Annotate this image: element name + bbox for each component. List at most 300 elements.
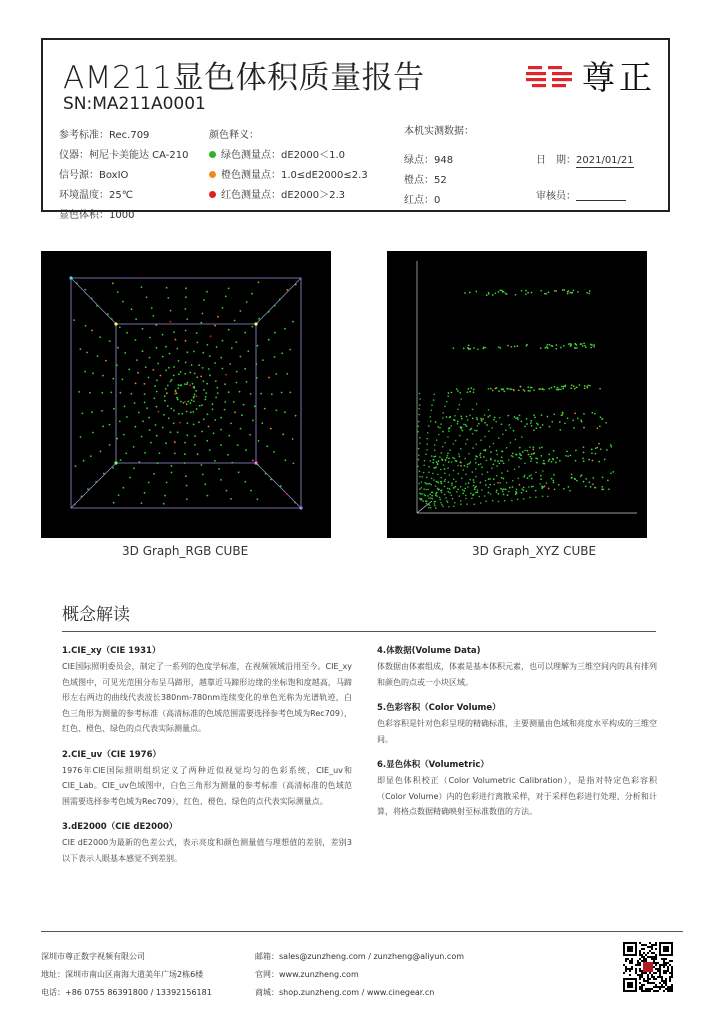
measurement-point [444,480,446,482]
measurement-point [167,297,169,299]
qr-module [651,948,653,950]
measurement-point [524,475,526,477]
measurement-point [122,379,124,381]
qr-module [643,944,645,946]
measurement-point [165,370,167,372]
measurement-point [294,502,296,504]
measurement-point [574,388,576,390]
measurement-point [102,375,104,377]
measurement-point [447,395,449,397]
measurement-point [281,392,283,394]
measurement-point [567,417,569,419]
measurement-point [184,401,186,403]
qr-module [637,962,639,964]
qr-module [659,972,661,974]
qr-module [669,964,671,966]
measurement-point [100,451,102,453]
measurement-point [292,321,294,323]
measurement-point [469,415,471,417]
measurement-point [476,430,478,432]
measurement-point [180,371,182,373]
measurement-point [206,440,208,442]
measurement-point [438,460,440,462]
qr-module [669,980,671,982]
measurement-point [429,504,431,506]
measurement-point [74,504,76,506]
measurement-point [468,345,470,347]
measurement-point [189,372,191,374]
footer-website[interactable]: 官网：www.zunzheng.com [255,970,359,979]
measurement-point [442,459,444,461]
qr-module [641,984,643,986]
measurement-point [174,453,176,455]
qr-module [659,988,661,990]
measurement-point [556,457,558,459]
measurement-point [588,459,590,461]
measurement-point [179,422,181,424]
measurement-point [535,472,537,474]
measurement-point [573,289,575,291]
measurement-point [492,390,494,392]
measurement-point [176,392,178,394]
measurement-point [442,431,444,433]
measurement-point [229,363,231,365]
measurement-point [210,335,212,337]
footer-address: 地址：深圳市南山区南海大道美年广场2栋6楼 [41,970,204,979]
qr-module [643,978,645,980]
measurement-point [457,465,459,467]
cube-vertex [299,506,302,509]
measurement-point [572,292,574,294]
qr-module [653,966,655,968]
measurement-point [447,488,449,490]
measurement-point [481,466,483,468]
measurement-point [257,498,259,500]
measurement-point [142,328,144,330]
measurement-point [467,466,469,468]
qr-module [661,964,663,966]
measurement-point [457,423,459,425]
measurement-point [527,386,529,388]
measurement-point [187,351,189,353]
qr-module [655,986,657,988]
measurement-point [595,453,597,455]
measurement-point [597,427,599,429]
measurement-point [493,443,495,445]
qr-module [631,958,633,960]
measurement-point [519,414,521,416]
measurement-point [483,456,485,458]
section-divider [62,631,656,632]
qr-module [647,946,649,948]
concepts-right-column [377,643,657,820]
measurement-point [432,492,434,494]
measurement-point [152,369,154,371]
measurement-point [138,412,140,414]
measurement-point [541,414,543,416]
measurement-point [503,488,505,490]
measurement-point [144,383,146,385]
measurement-point [475,492,477,494]
detail-signal-source: 信号源：BoxIO [59,170,129,181]
qr-module [639,954,641,956]
measurement-point [133,467,135,469]
measurement-point [520,386,522,388]
measurement-point [474,430,476,432]
measurement-point [552,345,554,347]
measurement-point [222,340,224,342]
measurement-point [435,485,437,487]
measurement-point [419,437,421,439]
qr-module [667,988,669,990]
measurement-point [473,389,475,391]
measurement-point [216,346,218,348]
measurement-point [212,408,214,410]
measurement-point [280,485,282,487]
measurement-point [194,373,196,375]
measurement-point [572,419,574,421]
qr-module [671,988,673,990]
measurement-point [462,489,464,491]
measurement-point [600,416,602,418]
measurement-point [557,389,559,391]
measurement-point [148,417,150,419]
footer-email[interactable]: 邮箱：sales@zunzheng.com / zunzheng@aliyun.com [255,952,465,961]
qr-module [653,962,655,964]
qr-module [651,988,653,990]
measurement-point [576,386,578,388]
measurement-point [442,412,444,414]
measurement-point [436,461,438,463]
measurement-point [193,401,195,403]
measurement-point [268,311,270,313]
measurement-point [275,373,277,375]
measurement-point [601,489,603,491]
measurement-point [496,454,498,456]
measurement-point [424,460,426,462]
measurement-point [462,493,464,495]
measurement-point [506,293,508,295]
footer-divider [41,931,683,932]
measurement-point [486,424,488,426]
qr-module [647,980,649,982]
measurement-point [186,403,188,405]
measurement-point [215,380,217,382]
measurement-point [559,429,561,431]
qr-module [651,956,653,958]
measurement-point [427,489,429,491]
measurement-point [554,386,556,388]
measurement-point [514,468,516,470]
measurement-point [501,423,503,425]
measurement-point [427,495,429,497]
measurement-point [178,360,180,362]
measurement-point [441,504,443,506]
measurement-point [166,482,168,484]
measurement-point [192,411,194,413]
measurement-point [233,401,235,403]
measurement-point [95,481,97,483]
measurement-point [585,478,587,480]
measurement-point [430,497,432,499]
qr-module [671,968,673,970]
measurement-point [460,428,462,430]
footer-shop[interactable]: 商城：shop.zunzheng.com / www.cinegear.cn [255,988,435,997]
qr-module [661,976,663,978]
measurement-point [270,479,272,481]
measurement-point [494,484,496,486]
measurement-point [429,493,431,495]
measurement-point [446,457,448,459]
measurement-point [570,387,572,389]
measurement-point [194,435,196,437]
qr-module [647,978,649,980]
measurement-point [557,387,559,389]
measurement-point [418,414,420,416]
measurement-point [479,454,481,456]
measurement-point [507,415,509,417]
measurement-point [448,428,450,430]
qr-module [629,968,631,970]
measurement-point [501,477,503,479]
measurement-point [467,391,469,393]
measurement-point [418,421,420,423]
qr-module [649,950,651,952]
measurement-point [226,490,228,492]
measurement-point [268,377,270,379]
test-details [59,126,188,226]
measurement-point [446,416,448,418]
measurement-point [576,480,578,482]
concept-body: 1976年CIE国际照明组织定义了两种近似视觉均匀的色彩系统，CIE_uv和CIE_Lab。CIE_uv色域图中，白色三角形为测量的参考标准（高清标准的色域范围需要选择参考色域为Rec709），红色、橙色、绿色的点代表实际测量点。 [62,765,352,806]
qr-module [649,990,651,992]
measurement-point [192,383,194,385]
detail-instrument: 仪器：柯尼卡美能达 CA-210 [59,150,189,161]
measurement-point [103,473,105,475]
measurement-point [446,401,448,403]
qr-module [653,978,655,980]
measurement-point [543,486,545,488]
measurement-point [191,364,193,366]
measurement-point [442,417,444,419]
measurement-point [520,458,522,460]
measurement-point [520,455,522,457]
measurement-point [447,491,449,493]
measurement-point [472,433,474,435]
measurement-point [592,483,594,485]
measurement-point [202,352,204,354]
measurement-point [214,460,216,462]
measurement-point [449,449,451,451]
measurement-point [230,498,232,500]
measurement-point [245,449,247,451]
qr-module [665,962,667,964]
measurement-point [598,461,600,463]
measurement-point [87,488,89,490]
measurement-point [448,506,450,508]
measurement-point [542,388,544,390]
qr-module [665,964,667,966]
measurement-point [185,362,187,364]
measurement-point [208,426,210,428]
measurement-point [501,290,503,292]
brand-stripe [532,84,546,87]
measurement-point [209,449,211,451]
measurement-point [148,377,150,379]
measurement-point [571,473,573,475]
measurement-point [435,467,437,469]
legend-green: 绿色测量点：dE2000＜1.0 [209,146,368,166]
measurement-point [234,320,236,322]
cube-vertex [69,276,72,279]
measurement-point [193,424,195,426]
qr-module [671,970,673,972]
measurement-point [496,489,498,491]
measurement-point [498,390,500,392]
measurement-point [516,454,518,456]
measurement-point [459,404,461,406]
measurement-point [173,374,175,376]
brand-stripe [552,78,572,81]
measurement-point [553,450,555,452]
measurement-point [214,362,216,364]
xyz-cube-plot [387,251,647,538]
measurement-point [464,292,466,294]
measurement-point [501,472,503,474]
measurement-point [184,308,186,310]
measurement-point [246,381,248,383]
measurement-point [185,475,187,477]
measurement-point [465,498,467,500]
measurement-point [455,486,457,488]
qr-module [665,958,667,960]
measurement-point [425,454,427,456]
measurement-point [279,299,281,301]
qr-module [663,958,665,960]
qr-module [665,970,667,972]
measurement-point [485,480,487,482]
report-header [41,38,670,221]
qr-module [643,952,645,954]
measurement-point [423,465,425,467]
measurement-point [467,347,469,349]
measurement-point [256,377,258,379]
qr-module [639,964,641,966]
measurement-point [426,449,428,451]
measurement-point [477,425,479,427]
measurement-point [548,460,550,462]
measurement-point [498,501,500,503]
measurement-point [241,414,243,416]
measurement-point [598,443,600,445]
cube-edge [256,463,301,508]
measurement-point [451,495,453,497]
qr-module [625,970,627,972]
qr-module [645,960,647,962]
measurement-point [213,432,215,434]
measurement-point [421,481,423,483]
qr-module [647,976,649,978]
qr-module [639,968,641,970]
measurement-point [438,482,440,484]
measurement-point [128,369,130,371]
measurement-point [113,502,115,504]
measurement-point [491,467,493,469]
measurement-point [447,436,449,438]
brand-stripe [528,66,542,69]
measurement-point [168,417,170,419]
measurement-point [206,383,208,385]
measurement-point [113,408,115,410]
measurement-point [522,451,524,453]
measurement-point [467,439,469,441]
measurement-point [153,398,155,400]
legend-red: 红色测量点：dE2000＞2.3 [209,186,368,206]
concept-body: CIE dE2000为最新的色差公式，表示亮度和颜色测量值与理想值的差别，差别3以下表示人眼基本感觉不到差别。 [62,838,352,863]
measurement-point [477,489,479,491]
measurement-point [540,478,542,480]
measurement-point [569,343,571,345]
measurement-point [465,474,467,476]
measurement-point [421,487,423,489]
qr-module [629,960,631,962]
brand-stripe [526,78,546,81]
measurement-point [453,479,455,481]
measurement-point [154,385,156,387]
measurement-point [574,478,576,480]
measurement-point [430,421,432,423]
measurement-point [203,418,205,420]
measurement-point [577,291,579,293]
measurement-point [157,462,159,464]
qr-module [639,988,641,990]
measurement-point [135,426,137,428]
measurement-point [96,305,98,307]
qr-module [637,960,639,962]
measurement-point [202,313,204,315]
measurement-point [468,482,470,484]
measurement-point [470,461,472,463]
measurement-point [535,427,537,429]
measurement-point [418,408,420,410]
measurement-point [587,384,589,386]
measurement-point [112,378,114,380]
measurement-point [444,494,446,496]
qr-module [643,960,645,962]
measurement-point [452,457,454,459]
measurement-point [84,371,86,373]
measurement-point [184,453,186,455]
qr-module [629,962,631,964]
qr-module [641,976,643,978]
measurement-point [109,444,111,446]
qr-module [655,942,657,944]
measurement-point [551,478,553,480]
measurement-point [76,282,78,284]
cube-vertex [254,461,257,464]
measurement-point [506,447,508,449]
measurement-point [237,444,239,446]
measurement-point [180,384,182,386]
measurement-point [180,401,182,403]
measurement-point [544,347,546,349]
measurement-point [536,462,538,464]
measurement-point [186,434,188,436]
measurement-point [439,427,441,429]
qr-module [625,966,627,968]
measurement-point [284,328,286,330]
qr-module [659,964,661,966]
